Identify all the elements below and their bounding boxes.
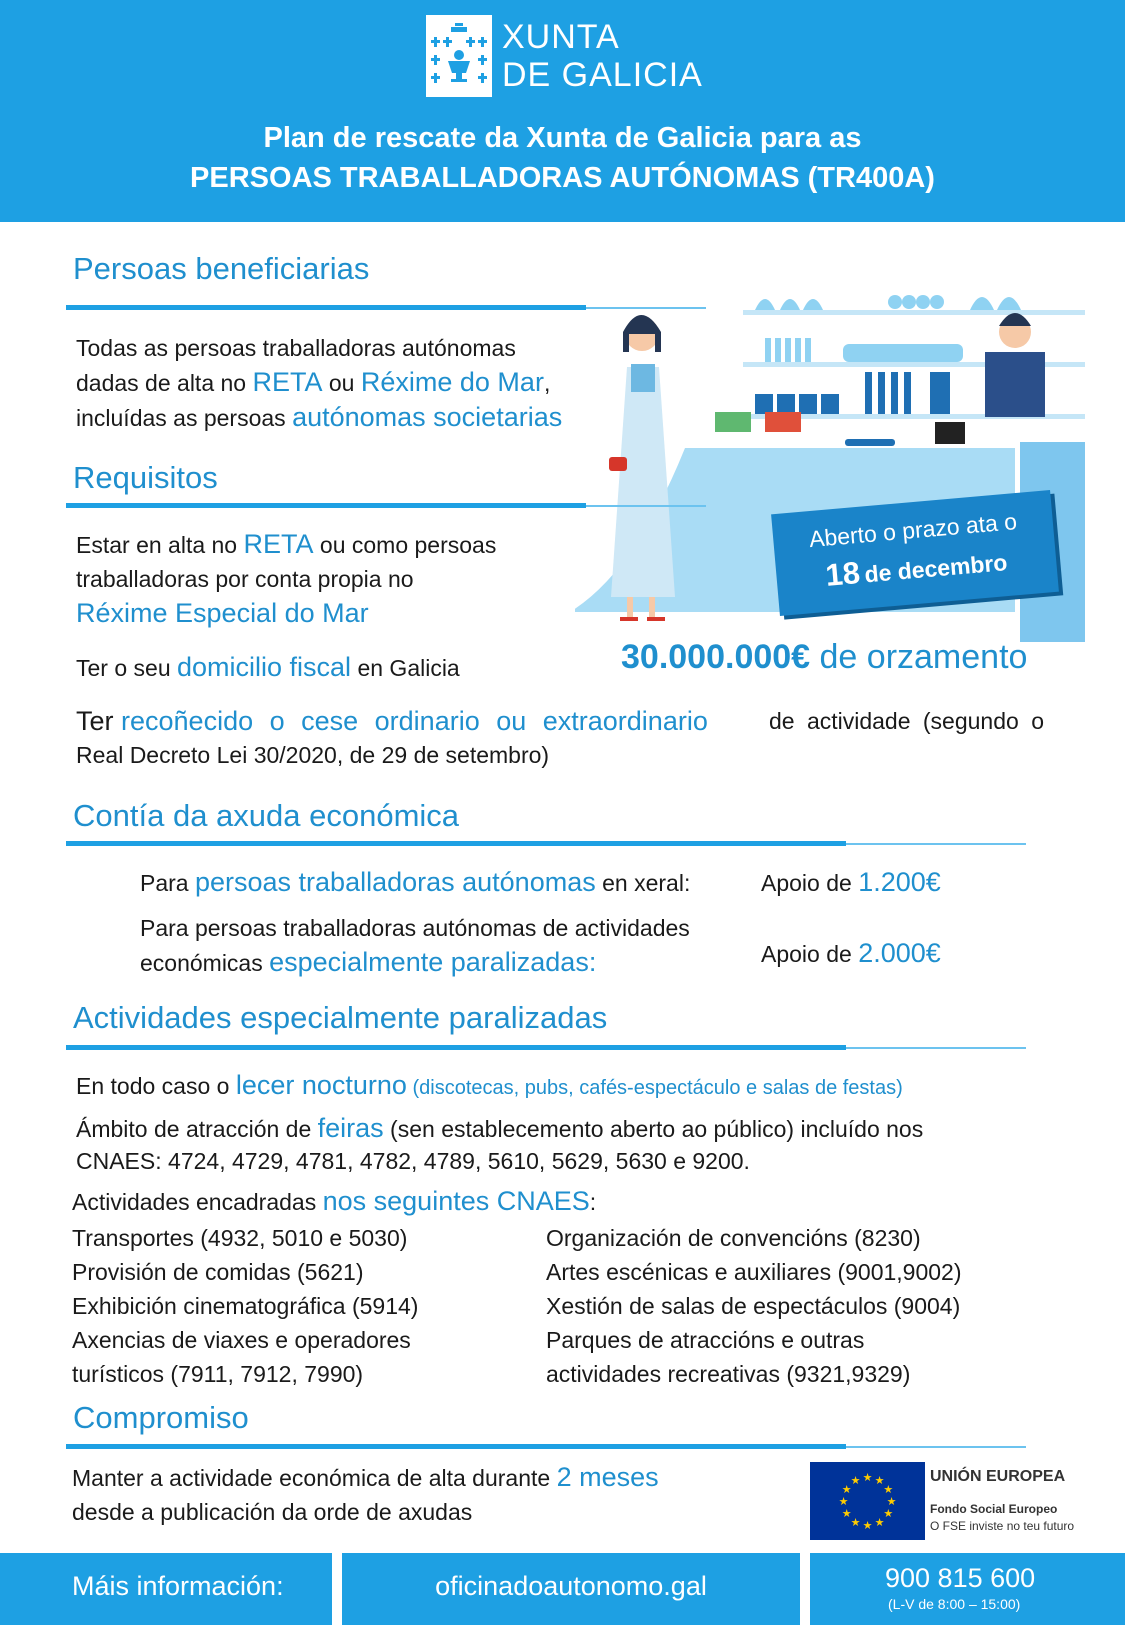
divider	[66, 1444, 846, 1449]
text: ,	[543, 370, 551, 396]
divider	[66, 1045, 846, 1050]
title-line1: Plan de rescate da Xunta de Galicia para as	[263, 122, 862, 154]
text: ou	[322, 370, 361, 396]
eu-star-icon: ★	[862, 1472, 873, 1484]
text: ou como persoas	[313, 532, 497, 558]
list-item: Axencias de viaxes e operadores	[72, 1327, 411, 1353]
eu-tagline: O FSE inviste no teu futuro	[930, 1519, 1075, 1533]
brand-line2: DE GALICIA	[502, 56, 703, 94]
highlight: autónomas societarias	[292, 402, 563, 432]
badge-day: 18	[824, 554, 862, 593]
heading-requisitos: Requisitos	[73, 460, 218, 495]
highlight: recoñecido o cese ordinario ou extraordinario	[121, 706, 708, 736]
text	[72, 1460, 659, 1495]
divider	[846, 843, 1026, 845]
cese-line1	[76, 704, 1044, 738]
contia-paralizadas	[140, 911, 690, 980]
highlight: especialmente paralizadas:	[269, 947, 597, 977]
text	[140, 945, 690, 980]
footer-phone[interactable]: 900 815 600	[885, 1563, 1036, 1593]
divider	[846, 1446, 1026, 1448]
text: Ámbito de atracción de	[76, 1116, 318, 1142]
requisito-line1	[76, 527, 616, 562]
requisito-line3: Réxime Especial do Mar	[76, 598, 369, 628]
eu-star-icon: ★	[874, 1516, 885, 1529]
requisito-alta	[76, 527, 616, 630]
heading-compromiso: Compromiso	[73, 1400, 249, 1435]
highlight: Réxime do Mar	[360, 367, 544, 397]
compromiso-text	[72, 1460, 659, 1529]
eu-star-icon: ★	[886, 1496, 897, 1508]
cnae-list-right	[546, 1221, 962, 1391]
footer-url-box[interactable]	[342, 1553, 800, 1625]
eu-title: UNIÓN EUROPEA	[930, 1468, 1066, 1485]
requisito-line2: traballadoras por conta propia no	[76, 566, 414, 592]
footer-phone-box[interactable]	[810, 1553, 1125, 1625]
text: Ter o seu	[76, 655, 177, 681]
highlight: nos seguintes CNAES	[322, 1186, 590, 1216]
beneficiarias-text	[76, 331, 616, 435]
divider	[586, 307, 706, 309]
eu-flag-icon	[810, 1462, 925, 1540]
eu-star-icon: ★	[883, 1484, 894, 1496]
budget-text	[621, 638, 1027, 677]
text: :	[589, 1189, 597, 1215]
eu-fund: Fondo Social Europeo	[930, 1502, 1058, 1516]
divider	[66, 305, 586, 310]
text: (sen establecemento aberto ao público) incluído nos	[383, 1116, 924, 1142]
list-item: Provisión de comidas (5621)	[72, 1259, 364, 1285]
eu-star-icon: ★	[841, 1508, 852, 1520]
eu-star-icon: ★	[883, 1508, 894, 1520]
contia-xeral	[140, 865, 690, 900]
highlight: 2 meses	[556, 1462, 659, 1492]
list-item: Artes escénicas e auxiliares (9001,9002)	[546, 1259, 962, 1285]
text: Para	[140, 870, 195, 896]
actividade-lecer	[76, 1068, 903, 1105]
eu-star-icon: ★	[838, 1496, 849, 1508]
eu-star-icon: ★	[874, 1475, 885, 1488]
list-item: Transportes (4932, 5010 e 5030)	[72, 1225, 408, 1251]
brand-line1: XUNTA	[502, 18, 620, 56]
text: de actividade (segundo o	[768, 708, 1044, 734]
requisito-domicilio	[76, 650, 460, 685]
text: económicas	[140, 950, 270, 976]
highlight: domicilio fiscal	[177, 652, 352, 682]
divider	[846, 1047, 1026, 1049]
amount: 2.000€	[858, 938, 941, 968]
text: desde a publicación da orde de axudas	[72, 1499, 473, 1525]
list-item: Xestión de salas de espectáculos (9004)	[546, 1293, 961, 1319]
list-item: Organización de convencións (8230)	[546, 1225, 921, 1251]
beneficiarias-line3	[76, 400, 616, 435]
text: Actividades encadradas	[72, 1189, 323, 1215]
highlight: persoas traballadoras autónomas	[194, 867, 596, 897]
contia-xeral-value	[761, 865, 941, 900]
text: Estar en alta no	[76, 532, 244, 558]
heading-beneficiarias: Persoas beneficiarias	[73, 251, 370, 286]
text: Apoio de	[761, 941, 859, 967]
highlight: feiras	[317, 1113, 384, 1143]
requisito-cese	[76, 704, 1044, 772]
text: Manter a actividade económica de alta durante	[72, 1465, 557, 1491]
list-item: turísticos (7911, 7912, 7990)	[72, 1361, 364, 1387]
eu-star-icon: ★	[850, 1475, 861, 1488]
cnae-list-left	[72, 1221, 418, 1391]
text: dadas de alta no	[76, 370, 253, 396]
cese-line2: Real Decreto Lei 30/2020, de 29 de setembro)	[76, 742, 550, 768]
badge-month: de decembro	[863, 549, 1009, 588]
text: incluídas as persoas	[76, 405, 293, 431]
footer-url-link[interactable]: oficinadoautonomo.gal	[435, 1571, 707, 1601]
badge-line1: Aberto o prazo ata o	[808, 508, 1018, 553]
budget-label: de orzamento	[810, 638, 1028, 676]
eu-text	[930, 1468, 1074, 1533]
footer-hours: (L-V de 8:00 – 15:00)	[888, 1596, 1021, 1612]
xunta-wordmark	[502, 18, 703, 94]
text	[76, 1112, 923, 1145]
text: Apoio de	[761, 870, 859, 896]
footer-label-box	[0, 1553, 332, 1625]
text: En todo caso o	[76, 1073, 236, 1099]
amount: 1.200€	[858, 867, 941, 897]
actividade-cnaes	[72, 1184, 596, 1219]
heading-actividades: Actividades especialmente paralizadas	[73, 1000, 608, 1035]
list-item: Parques de atraccións e outras	[546, 1327, 865, 1353]
text: en Galicia	[351, 655, 460, 681]
title-line2: PERSOAS TRABALLADORAS AUTÓNOMAS (TR400A)	[190, 162, 935, 194]
actividade-feiras	[76, 1112, 923, 1177]
eu-star-icon: ★	[841, 1484, 852, 1496]
list-item: actividades recreativas (9321,9329)	[546, 1361, 911, 1387]
divider	[66, 841, 846, 846]
footer-label: Máis información:	[72, 1571, 284, 1601]
contia-paralizadas-value	[761, 936, 941, 971]
divider	[586, 505, 706, 507]
highlight: (discotecas, pubs, cafés-espectáculo e salas de festas)	[406, 1077, 903, 1099]
text: CNAES: 4724, 4729, 4781, 4782, 4789, 5610, 5629, 5630 e 9200.	[76, 1148, 750, 1174]
eu-star-icon: ★	[862, 1520, 873, 1532]
budget-amount: 30.000.000€	[621, 638, 811, 676]
text: Para persoas traballadoras autónomas de actividades	[140, 915, 690, 941]
beneficiarias-line2	[76, 365, 616, 400]
highlight: RETA	[252, 367, 323, 397]
text: Ter	[76, 706, 122, 736]
text	[76, 704, 708, 738]
eu-star-icon: ★	[850, 1516, 861, 1529]
page-title	[0, 118, 1125, 198]
highlight: RETA	[243, 529, 314, 559]
divider	[66, 503, 586, 508]
xunta-logo-icon	[426, 15, 492, 97]
list-item: Exhibición cinematográfica (5914)	[72, 1293, 419, 1319]
text: en xeral:	[595, 870, 691, 896]
highlight: lecer nocturno	[235, 1070, 407, 1100]
heading-contia: Contía da axuda económica	[73, 798, 460, 833]
beneficiarias-line1: Todas as persoas traballadoras autónomas	[76, 335, 516, 361]
